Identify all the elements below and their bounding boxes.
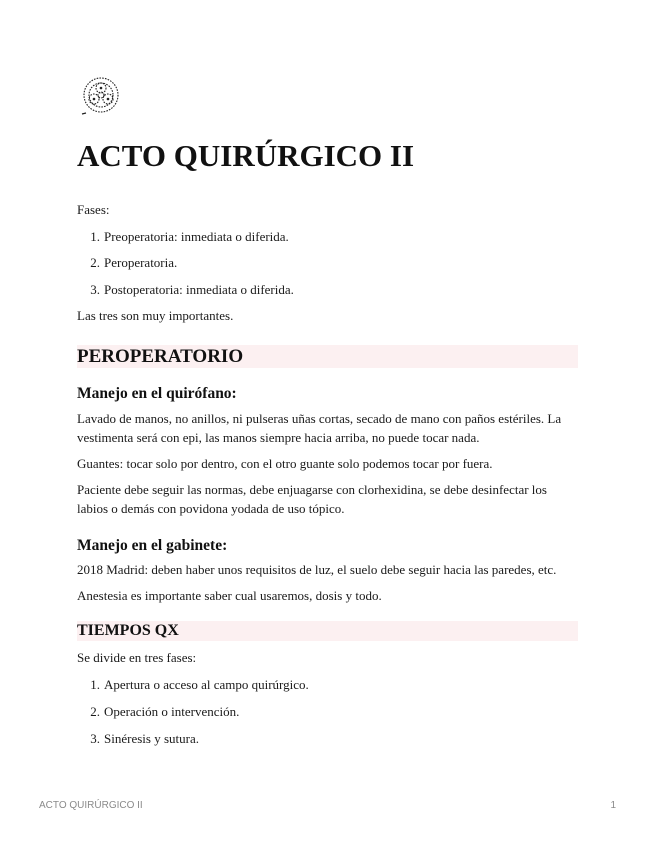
- tiempos-intro: Se divide en tres fases:: [77, 650, 197, 665]
- section-heading-tiempos-qx: TIEMPOS QX: [77, 621, 578, 641]
- subheading-gabinete: Manejo en el gabinete:: [77, 537, 228, 554]
- phases-label: Fases:: [77, 202, 110, 217]
- section-heading-peroperatorio: PEROPERATORIO: [77, 345, 578, 368]
- ornament-logo-icon: [80, 76, 122, 116]
- footer-title: ACTO QUIRÚRGICO II: [39, 800, 143, 811]
- subheading-quirofano: Manejo en el quirófano:: [77, 385, 237, 402]
- list-item: 2. Operación o intervención.: [90, 704, 240, 719]
- list-item: 2. Peroperatoria.: [90, 255, 178, 270]
- paragraph: 2018 Madrid: deben haber unos requisitos de luz, el suelo debe seguir hacia las paredes, etc.: [77, 562, 557, 577]
- paragraph: Paciente debe seguir las normas, debe enjuagarse con clorhexidina, se debe desinfectar los labios o demás con povidona yodada de uso tópico.: [77, 482, 547, 516]
- list-item: 3. Postoperatoria: inmediata o diferida.: [90, 282, 294, 297]
- list-item: 1. Preoperatoria: inmediata o diferida.: [90, 229, 289, 244]
- paragraph: Anestesia es importante saber cual usaremos, dosis y todo.: [77, 588, 382, 603]
- paragraph: Guantes: tocar solo por dentro, con el otro guante solo podemos tocar por fuera.: [77, 456, 493, 471]
- page-title: ACTO QUIRÚRGICO II: [77, 138, 415, 173]
- page-number: 1: [610, 800, 616, 811]
- list-item: 1. Apertura o acceso al campo quirúrgico.: [90, 677, 309, 692]
- paragraph: Lavado de manos, no anillos, ni pulseras uñas cortas, secado de mano con paños estériles. La vestimenta será con epi, las manos siempre hacia arriba, no puede tocar nada.: [77, 411, 562, 445]
- list-item: 3. Sinéresis y sutura.: [90, 731, 199, 746]
- phases-note: Las tres son muy importantes.: [77, 308, 234, 323]
